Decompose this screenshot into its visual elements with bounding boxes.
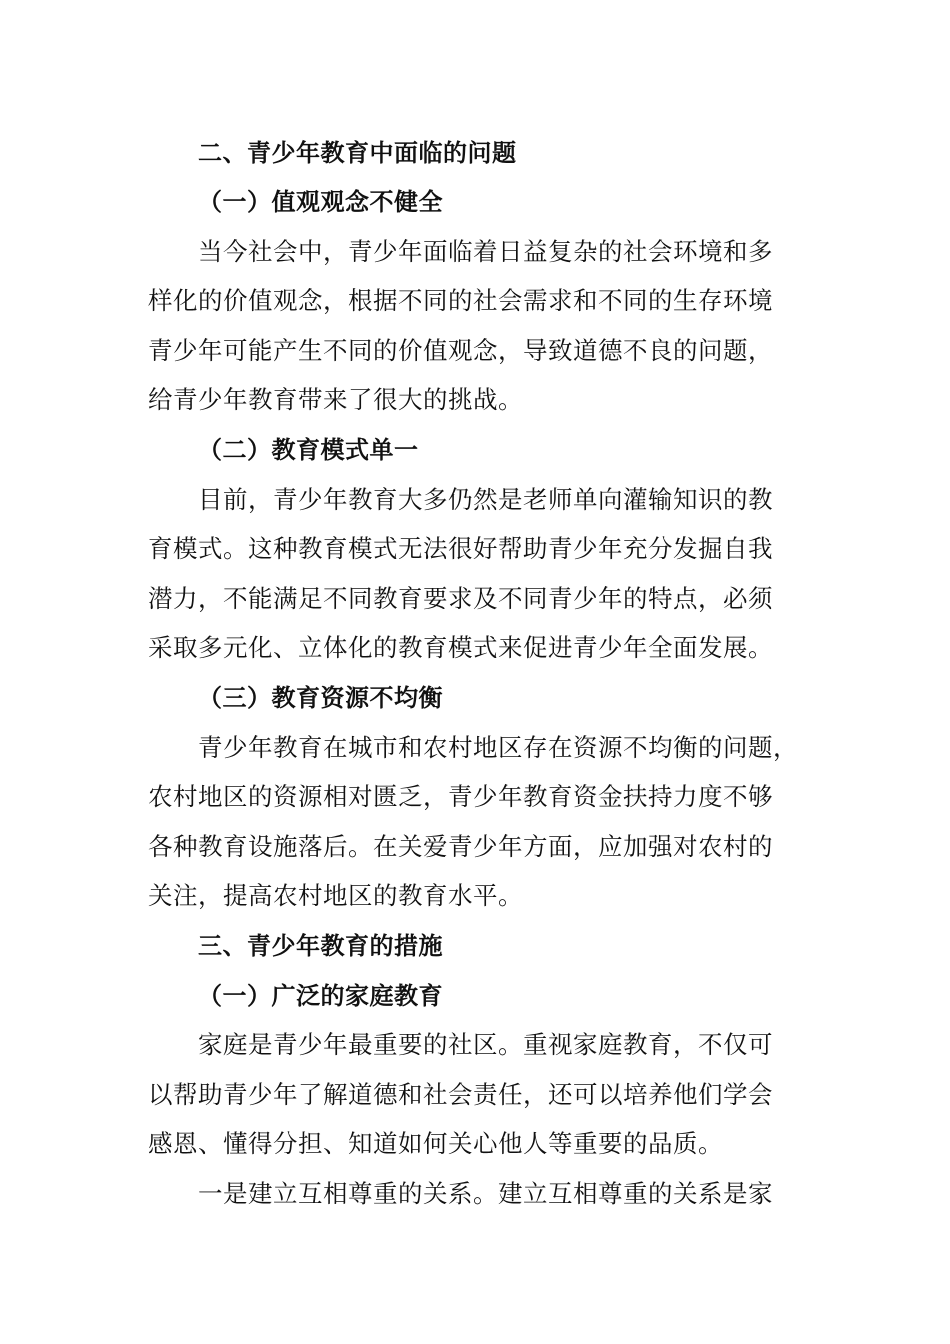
paragraph-line: 各种教育设施落后。在关爱青少年方面，应加强对农村的 (148, 832, 773, 861)
paragraph-line: 当今社会中，青少年面临着日益复杂的社会环境和多 (198, 237, 773, 266)
paragraph-line: 目前，青少年教育大多仍然是老师单向灌输知识的教 (198, 485, 773, 514)
paragraph-line: 给青少年教育带来了很大的挑战。 (148, 385, 523, 414)
paragraph-line: 以帮助青少年了解道德和社会责任，还可以培养他们学会 (148, 1080, 773, 1109)
subsection-heading-2-2: （二）教育模式单一 (198, 436, 419, 464)
paragraph-line: 关注，提高农村地区的教育水平。 (148, 881, 523, 910)
paragraph-line: 采取多元化、立体化的教育模式来促进青少年全面发展。 (148, 633, 773, 662)
subsection-heading-3-1: （一）广泛的家庭教育 (198, 982, 443, 1010)
paragraph-line: 一是建立互相尊重的关系。建立互相尊重的关系是家 (198, 1179, 773, 1208)
paragraph-line: 样化的价值观念，根据不同的社会需求和不同的生存环境 (148, 286, 773, 315)
paragraph-line: 农村地区的资源相对匮乏，青少年教育资金扶持力度不够 (148, 782, 773, 811)
subsection-heading-2-3: （三）教育资源不均衡 (198, 684, 443, 712)
paragraph-line: 潜力，不能满足不同教育要求及不同青少年的特点，必须 (148, 584, 773, 613)
subsection-heading-2-1: （一）值观观念不健全 (198, 188, 443, 216)
section-heading-2: 二、青少年教育中面临的问题 (198, 139, 517, 167)
paragraph-line: 青少年教育在城市和农村地区存在资源不均衡的问题， (198, 733, 798, 762)
paragraph-line: 家庭是青少年最重要的社区。重视家庭教育，不仅可 (198, 1030, 773, 1059)
paragraph-line: 青少年可能产生不同的价值观念，导致道德不良的问题， (148, 336, 773, 365)
paragraph-line: 育模式。这种教育模式无法很好帮助青少年充分发掘自我 (148, 534, 773, 563)
section-heading-3: 三、青少年教育的措施 (198, 932, 443, 960)
paragraph-line: 感恩、懂得分担、知道如何关心他人等重要的品质。 (148, 1129, 723, 1158)
